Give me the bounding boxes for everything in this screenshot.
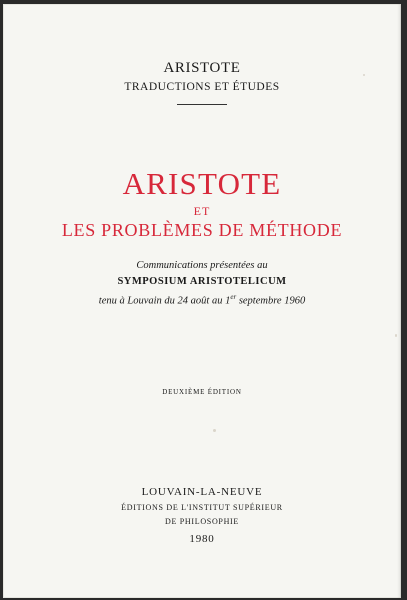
symposium-dates — [3, 293, 401, 307]
paper-stain — [395, 334, 397, 337]
ordinal-suffix: er — [230, 293, 237, 301]
title-conjunction: ET — [193, 204, 211, 218]
series-subtitle: TRADUCTIONS ET ÉTUDES — [124, 81, 280, 93]
series-title: ARISTOTE — [163, 60, 241, 76]
series-divider — [177, 104, 227, 105]
edition-label: DEUXIÈME ÉDITION — [162, 388, 242, 396]
publisher-line-1: ÉDITIONS DE L'INSTITUT SUPÉRIEUR — [121, 503, 283, 512]
publication-place: LOUVAIN-LA-NEUVE — [141, 486, 263, 498]
publication-year: 1980 — [189, 533, 215, 545]
communications-line-1: Communications présentées au — [136, 260, 268, 271]
symposium-dates-start: tenu à Louvain du 24 août au 1 — [98, 295, 231, 307]
book-title-page — [3, 4, 401, 598]
symposium-name: SYMPOSIUM ARISTOTELICUM — [117, 276, 287, 287]
paper-stain — [363, 74, 365, 76]
paper-stain — [213, 429, 216, 432]
book-title: ARISTOTE — [122, 166, 282, 201]
publisher-line-2: DE PHILOSOPHIE — [164, 517, 240, 526]
symposium-dates-end: septembre 1960 — [236, 295, 306, 307]
book-subtitle: LES PROBLÈMES DE MÉTHODE — [61, 220, 343, 240]
